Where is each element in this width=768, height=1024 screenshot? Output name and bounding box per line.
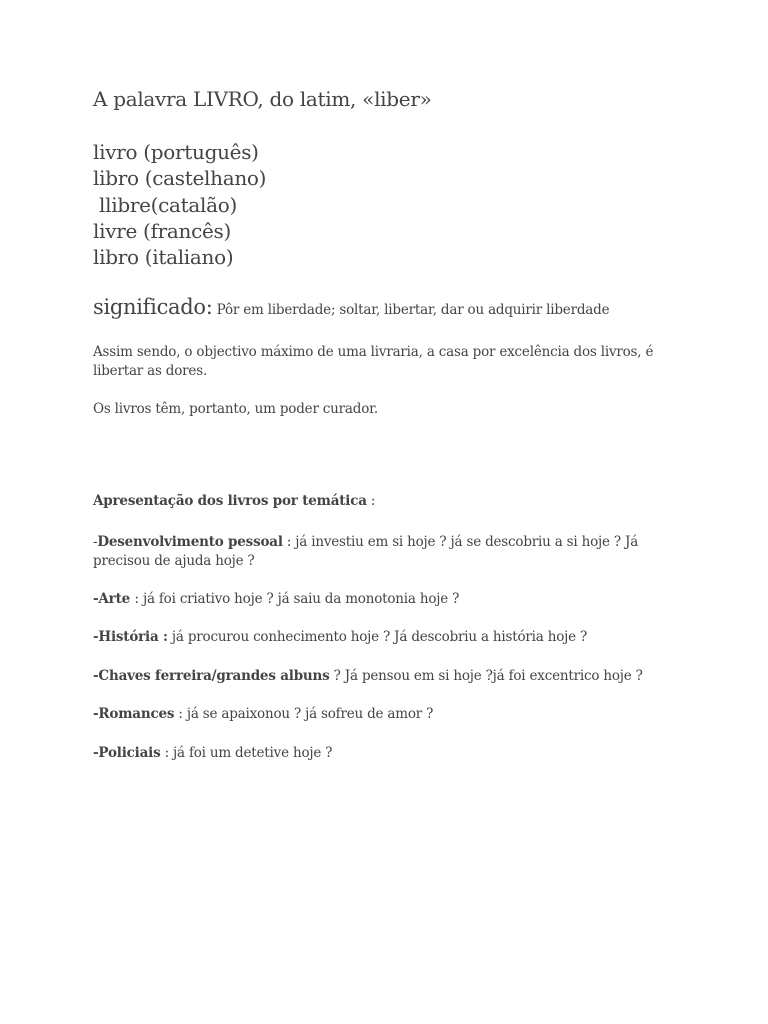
paragraph-bookstore-purpose: Assim sendo, o objectivo máximo de uma livraria, a casa por excelência dos livros, é libertar as dores. (93, 344, 654, 379)
topic-name: -História : (93, 629, 168, 645)
topic-chaves-ferreira (93, 667, 643, 686)
language-item-italian: libro (italiano) (93, 245, 234, 270)
topic-name: -Romances (93, 706, 175, 722)
topic-text: ? Já pensou em si hoje ?já foi excentrico hoje ? (329, 668, 643, 684)
language-item-catalan: llibre(catalão) (93, 192, 237, 217)
meaning-text: Pôr em liberdade; soltar, libertar, dar ou adquirir liberdade (212, 302, 610, 318)
meaning-label: significado: (93, 295, 213, 319)
topic-text: : já se apaixonou ? já sofreu de amor ? (174, 706, 434, 722)
topic-personal-development (93, 533, 693, 571)
section-title (93, 493, 375, 509)
topic-history (93, 628, 587, 647)
document-title: A palavra LIVRO, do latim, «liber» (93, 87, 432, 111)
topic-text: : já foi criativo hoje ? já saiu da monotonia hoje ? (134, 591, 460, 607)
topic-name: Desenvolvimento pessoal (97, 534, 283, 550)
topic-text: : já foi um detetive hoje ? (160, 745, 333, 761)
language-item-castilian: libro (castelhano) (93, 166, 267, 191)
language-list (93, 139, 266, 270)
language-item-french: livre (francês) (93, 218, 232, 243)
topic-name: -Chaves ferreira/grandes albuns (93, 668, 330, 684)
topic-name: -Policiais (93, 745, 161, 761)
topic-art (93, 590, 459, 609)
language-item-portuguese: livro (português) (93, 140, 259, 164)
section-title-colon: : (366, 493, 376, 509)
meaning-line (93, 295, 609, 319)
topic-policiais (93, 744, 332, 763)
topic-text: já procurou conhecimento hoje ? Já descobriu a história hoje ? (167, 629, 588, 645)
section-title-text: Apresentação dos livros por temática (93, 493, 367, 509)
topic-text: : já investiu em si hoje ? já se descobriu a si hoje ? Já precisou de ajuda hoje ? (93, 534, 639, 569)
topic-romances (93, 705, 433, 724)
topic-prefix: - (93, 534, 98, 550)
topic-name: -Arte (93, 591, 135, 607)
paragraph-healing-power: Os livros têm, portanto, um poder curador. (93, 401, 378, 417)
